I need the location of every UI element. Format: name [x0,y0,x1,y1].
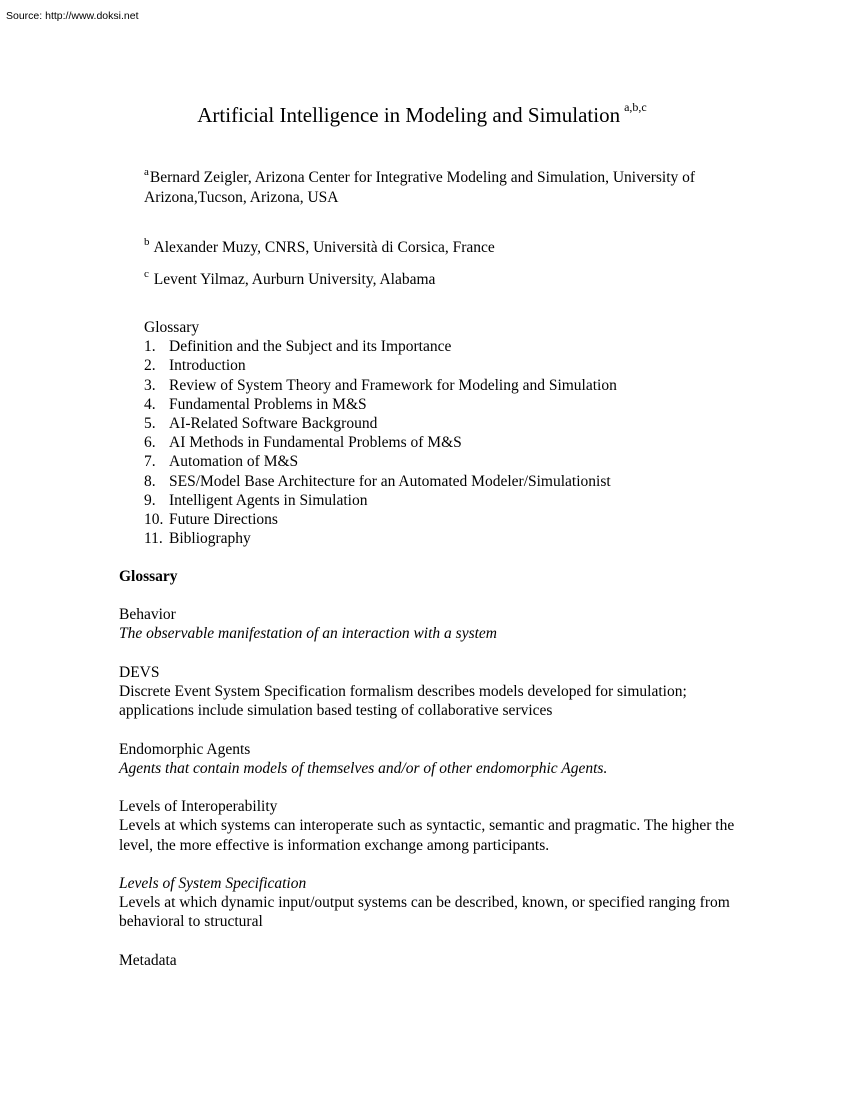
table-of-contents [144,318,744,548]
author-block [144,162,744,290]
toc-item-number: 6. [144,434,156,452]
toc-item-number: 8. [144,472,156,490]
toc-item-number: 5. [144,415,156,433]
toc-item-text: Introduction [169,357,246,375]
author-1-text: Bernard Zeigler, Arizona Center for Integrative Modeling and Simulation, University of Arizona,Tucson, Arizona, USA [144,169,696,206]
toc-item [144,510,744,529]
toc-item-text: Review of System Theory and Framework for Modeling and Simulation [169,376,617,394]
toc-heading: Glossary [144,319,200,336]
glossary-definition: Levels at which dynamic input/output systems can be described, known, or specified ranging from behavioral to structural [119,894,730,931]
page-title [0,100,844,128]
toc-item-text: Intelligent Agents in Simulation [169,491,368,509]
toc-item [144,337,744,356]
toc-item-text: Fundamental Problems in M&S [169,395,367,413]
title-text: Artificial Intelligence in Modeling and Simulation [197,103,621,127]
toc-item-number: 1. [144,338,156,356]
toc-item-number: 4. [144,395,156,413]
toc-item-text: AI-Related Software Background [169,415,378,433]
toc-item [144,472,744,491]
toc-item-number: 3. [144,376,156,394]
toc-item-text: Bibliography [169,530,251,548]
toc-item-text: Definition and the Subject and its Importance [169,338,452,356]
toc-item-text: AI Methods in Fundamental Problems of M&S [169,434,462,452]
toc-item-number: 2. [144,357,156,375]
toc-item [144,433,744,452]
toc-item-text: Automation of M&S [169,453,299,471]
toc-item-number: 10. [144,511,164,529]
glossary-term: Endomorphic Agents [119,740,251,758]
toc-item [144,491,744,510]
author-1 [144,162,744,208]
glossary-definition: The observable manifestation of an interaction with a system [119,625,497,643]
toc-item [144,529,744,548]
glossary-term: DEVS [119,663,160,681]
toc-item [144,356,744,375]
author-1-sup: a [144,166,149,178]
author-2-sup: b [144,236,150,248]
toc-item [144,376,744,395]
author-2 [144,232,744,258]
toc-item-number: 9. [144,491,156,509]
glossary-heading: Glossary [119,568,178,585]
glossary-term: Levels of Interoperability [119,798,278,816]
glossary-term: Metadata [119,951,177,969]
glossary-entry-levels-of-system-specification [119,874,739,932]
author-3 [144,264,744,290]
title-superscript: a,b,c [624,100,647,114]
glossary-entry-metadata [119,951,739,970]
author-2-text: Alexander Muzy, CNRS, Università di Corsica, France [153,239,495,256]
toc-item-number: 7. [144,453,156,471]
glossary-term: Levels of System Specification [119,874,307,892]
toc-list [144,337,744,548]
author-3-text: Levent Yilmaz, Aurburn University, Alabama [153,271,436,288]
glossary-entry-devs [119,663,739,721]
glossary-definition: Agents that contain models of themselves and/or of other endomorphic Agents. [119,759,608,777]
toc-item [144,414,744,433]
author-3-sup: c [144,268,149,280]
glossary-section [119,567,739,989]
toc-item [144,395,744,414]
glossary-entry-endomorphic-agents [119,740,739,778]
toc-item-number: 11. [144,530,163,548]
source-line: Source: http://www.doksi.net [6,10,139,22]
glossary-term: Behavior [119,606,176,624]
glossary-entry-levels-of-interoperability [119,797,739,855]
glossary-definition: Levels at which systems can interoperate such as syntactic, semantic and pragmatic. The higher the level, the more effective is information exchange among participants. [119,817,735,854]
glossary-definition: Discrete Event System Specification formalism describes models developed for simulation; applications include simulation based testing of collaborative services [119,683,687,720]
toc-item [144,452,744,471]
toc-item-text: SES/Model Base Architecture for an Automated Modeler/Simulationist [169,472,611,490]
glossary-entry-behavior [119,605,739,643]
toc-item-text: Future Directions [169,511,278,529]
